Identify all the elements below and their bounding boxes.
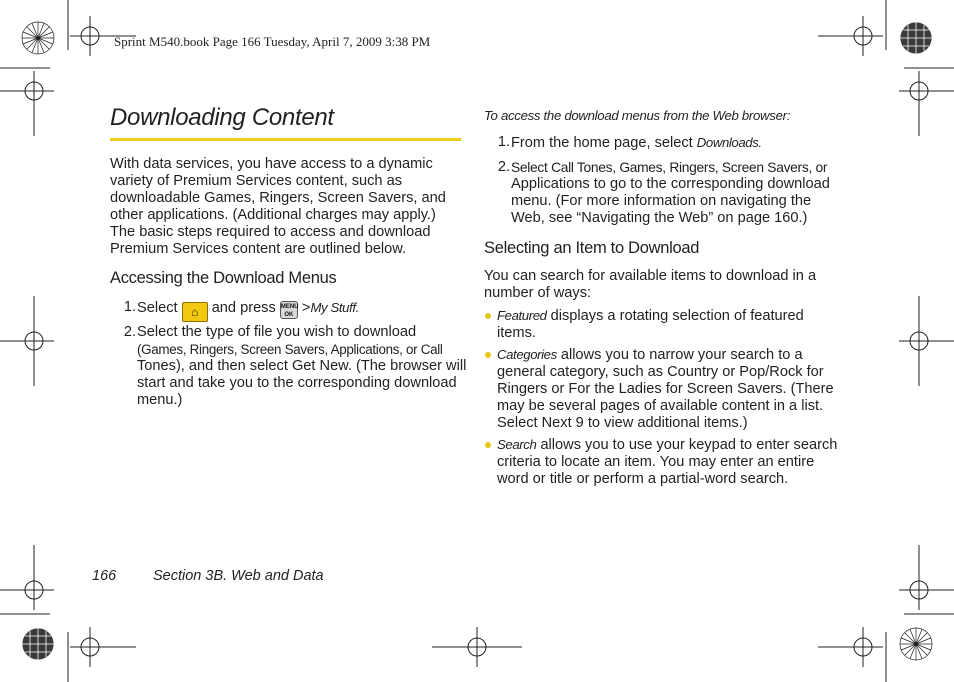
home-key-icon: ⌂ (182, 302, 208, 322)
page-number: 166 (92, 568, 117, 584)
title-rule (110, 138, 461, 141)
registration-target-icon (899, 71, 954, 136)
registration-target-icon (0, 545, 54, 610)
step-2-line-5: menu.) (137, 392, 183, 408)
grid-target-icon (22, 628, 54, 660)
section-heading-selecting: Selecting an Item to Download (484, 239, 700, 257)
step-select-text: Select (137, 300, 178, 316)
bullet-dot-icon (485, 313, 491, 319)
menu-ok-key-icon: MENU OK (280, 301, 298, 319)
left-step-1: 1. Select ⌂ and press MENU OK >My Stuff. (116, 299, 456, 321)
registration-target-icon (0, 296, 54, 386)
section-footer: Section 3B. Web and Data (153, 568, 324, 584)
right-step-1: 1. From the home page, select Downloads. (497, 134, 762, 151)
registration-target-icon (899, 296, 954, 386)
registration-target-icon (0, 71, 54, 136)
downloads-link: Downloads. (696, 135, 762, 150)
book-header-line: Sprint M540.book Page 166 Tuesday, April 7, 2009 3:38 PM (114, 34, 431, 49)
registration-target-icon (818, 627, 883, 667)
web-browser-lead: To access the download menus from the Web browser: (484, 108, 791, 123)
step-2-line-4: start and take you to the corresponding download (137, 375, 457, 391)
page-title: Downloading Content (110, 104, 334, 131)
intro-paragraph: With data services, you have access to a dynamic variety of Premium Services content, such as downloadable Games, Ringers, Screen Savers, and other applications. (Additional charges may apply.) The basic steps required to access and download Premium Services content are outlined below. (110, 156, 446, 257)
section-heading-access: Accessing the Download Menus (110, 269, 337, 287)
registration-target-icon (432, 627, 522, 667)
registration-target-icon (899, 545, 954, 610)
step-2-line-1: Select the type of file you wish to download (137, 324, 417, 340)
my-stuff-link: My Stuff. (310, 300, 359, 315)
bullet-dot-icon (485, 442, 491, 448)
grid-target-icon (900, 22, 932, 54)
step-2-line-3: Tones), and then select Get New. (The browser will (137, 358, 467, 374)
star-target-icon (22, 22, 54, 54)
registration-target-icon (70, 627, 136, 667)
registration-target-icon (818, 16, 883, 56)
selecting-paragraph: You can search for available items to download in a number of ways: (484, 268, 817, 301)
step-2-line-2: (Games, Ringers, Screen Savers, Applications, or Call (137, 342, 443, 357)
star-target-icon (900, 628, 932, 660)
bullet-dot-icon (485, 352, 491, 358)
menu-arrow: > (301, 300, 311, 316)
step-and-press-text: and press (211, 300, 276, 316)
